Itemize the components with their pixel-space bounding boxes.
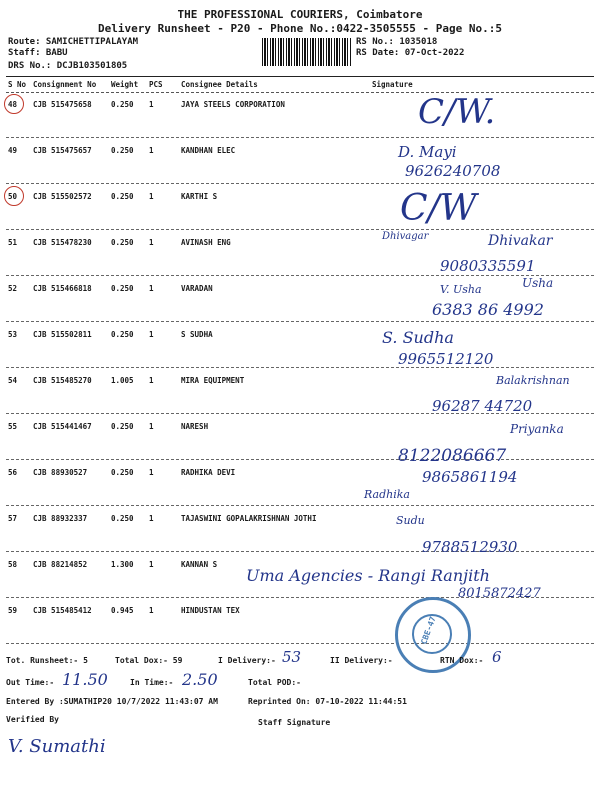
signature-49-name: D. Mayi xyxy=(398,143,457,161)
reprinted-on: Reprinted On: 07-10-2022 11:44:51 xyxy=(248,697,407,706)
row-consignee: RADHIKA DEVI xyxy=(181,468,236,477)
signature-55-phone: 8122086667 xyxy=(398,446,507,466)
row-weight: 0.250 xyxy=(111,330,134,339)
out-time-label: Out Time:- xyxy=(6,678,55,687)
row-weight: 0.250 xyxy=(111,422,134,431)
signature-51-a: Dhivagar xyxy=(382,231,429,242)
row-pcs: 1 xyxy=(149,330,154,339)
row-pcs: 1 xyxy=(149,238,154,247)
col-pcs: PCS xyxy=(149,80,163,89)
row-consignee: NARESH xyxy=(181,422,209,431)
row-consignee: KARTHI S xyxy=(181,192,218,201)
col-consignment: Consignment No xyxy=(33,80,97,89)
col-signature: Signature xyxy=(372,80,413,89)
row-sno: 51 xyxy=(8,238,18,247)
row-sno: 50 xyxy=(8,192,18,201)
company-title: THE PROFESSIONAL COURIERS, Coimbatore xyxy=(177,8,423,21)
verifier-signature: V. Sumathi xyxy=(8,736,106,757)
row-consignment: CJB 515475658 xyxy=(33,100,92,109)
row-pcs: 1 xyxy=(149,192,154,201)
barcode xyxy=(262,38,352,66)
ii-delivery-label: II Delivery:- xyxy=(330,656,393,665)
row-consignee: MIRA EQUIPMENT xyxy=(181,376,245,385)
rtn-dox-value: 6 xyxy=(492,648,502,666)
total-pod-label: Total POD:- xyxy=(248,678,301,687)
row-pcs: 1 xyxy=(149,606,154,615)
row-weight: 0.945 xyxy=(111,606,134,615)
signature-58-phone: 8015872427 xyxy=(458,586,541,601)
row-sno: 55 xyxy=(8,422,18,431)
col-consignee: Consignee Details xyxy=(181,80,258,89)
in-time-label: In Time:- xyxy=(130,678,174,687)
row-weight: 0.250 xyxy=(111,238,134,247)
signature-55-name: Priyanka xyxy=(510,422,564,436)
row-consignment: CJB 515485270 xyxy=(33,376,92,385)
total-dox: Total Dox:- 59 xyxy=(115,656,183,665)
row-consignment: CJB 515441467 xyxy=(33,422,92,431)
row-consignee: KANNAN S xyxy=(181,560,218,569)
col-weight: Weight xyxy=(111,80,139,89)
route-label: Route: SAMICHETTIPALAYAM xyxy=(8,37,139,47)
verified-by-label: Verified By xyxy=(6,715,59,724)
row-consignment: CJB 88932337 xyxy=(33,514,88,523)
row-consignment: CJB 515502811 xyxy=(33,330,92,339)
signature-52-a: V. Usha xyxy=(440,283,482,296)
row-weight: 0.250 xyxy=(111,192,134,201)
signature-54-name: Balakrishnan xyxy=(496,374,570,387)
runsheet-title: Delivery Runsheet - P20 - Phone No.:0422-3505555 - Page No.:5 xyxy=(98,22,502,35)
row-sno: 56 xyxy=(8,468,18,477)
row-sno: 52 xyxy=(8,284,18,293)
row-pcs: 1 xyxy=(149,422,154,431)
row-consignment: CJB 515485412 xyxy=(33,606,92,615)
stamp-text: CBE-47 xyxy=(419,615,438,646)
row-consignment: CJB 515475657 xyxy=(33,146,92,155)
row-pcs: 1 xyxy=(149,146,154,155)
signature-54-phone: 96287 44720 xyxy=(432,397,533,415)
row-pcs: 1 xyxy=(149,376,154,385)
row-pcs: 1 xyxy=(149,514,154,523)
row-consignee: KANDHAN ELEC xyxy=(181,146,236,155)
row-consignment: CJB 88214852 xyxy=(33,560,88,569)
row-consignee: HINDUSTAN TEX xyxy=(181,606,240,615)
rs-date-label: RS Date: 07-Oct-2022 xyxy=(356,48,465,58)
row-weight: 0.250 xyxy=(111,100,134,109)
table-row xyxy=(6,598,594,644)
header-divider xyxy=(6,76,594,77)
row-consignee: TAJASWINI GOPALAKRISHNAN JOTHI xyxy=(181,514,317,523)
signature-52-b: Usha xyxy=(522,276,554,290)
row-sno: 58 xyxy=(8,560,18,569)
row-weight: 1.300 xyxy=(111,560,134,569)
signature-57-phone: 9788512930 xyxy=(422,538,518,556)
row-consignee: AVINASH ENG xyxy=(181,238,231,247)
row-pcs: 1 xyxy=(149,284,154,293)
table-row xyxy=(6,138,594,184)
drs-label: DRS No.: DCJB103501805 xyxy=(8,61,128,71)
staff-label: Staff: BABU xyxy=(8,48,68,58)
rtn-dox-label: RTN Dox:- xyxy=(440,656,484,665)
col-sno: S No xyxy=(8,80,27,89)
tot-runsheet: Tot. Runsheet:- 5 xyxy=(6,656,88,665)
in-time-value: 2.50 xyxy=(182,670,218,689)
signature-51-phone: 9080335591 xyxy=(440,257,536,275)
row-weight: 1.005 xyxy=(111,376,134,385)
entered-by: Entered By :SUMATHIP20 10/7/2022 11:43:07 AM xyxy=(6,697,218,706)
row-pcs: 1 xyxy=(149,100,154,109)
signature-56-name: Radhika xyxy=(364,488,410,501)
row-sno: 57 xyxy=(8,514,18,523)
signature-49-phone: 9626240708 xyxy=(405,162,501,180)
row-pcs: 1 xyxy=(149,560,154,569)
signature-58-name: Uma Agencies - Rangi Ranjith xyxy=(246,566,490,585)
signature-51-b: Dhivakar xyxy=(488,233,553,249)
row-divider xyxy=(6,643,594,644)
signature-53-name: S. Sudha xyxy=(382,328,454,347)
signature-50: C/W xyxy=(400,188,477,229)
row-sno: 53 xyxy=(8,330,18,339)
signature-48: C/W. xyxy=(418,92,496,132)
table-row xyxy=(6,92,594,138)
row-consignment: CJB 515466818 xyxy=(33,284,92,293)
row-sno: 54 xyxy=(8,376,18,385)
signature-56-phone: 9865861194 xyxy=(422,468,518,486)
row-weight: 0.250 xyxy=(111,514,134,523)
row-consignee: VARADAN xyxy=(181,284,213,293)
row-consignment: CJB 88930527 xyxy=(33,468,88,477)
signature-57-name: Sudu xyxy=(396,514,425,527)
i-delivery-label: I Delivery:- xyxy=(218,656,276,665)
row-consignment: CJB 515502572 xyxy=(33,192,92,201)
row-consignee: JAYA STEELS CORPORATION xyxy=(181,100,285,109)
signature-52-phone: 6383 86 4992 xyxy=(432,300,544,319)
row-weight: 0.250 xyxy=(111,284,134,293)
rs-no-label: RS No.: 1035018 xyxy=(356,37,438,47)
table-row xyxy=(6,184,594,230)
row-consignee: S SUDHA xyxy=(181,330,213,339)
row-weight: 0.250 xyxy=(111,468,134,477)
staff-signature-label: Staff Signature xyxy=(258,718,331,727)
signature-53-phone: 9965512120 xyxy=(398,350,494,368)
row-sno: 49 xyxy=(8,146,18,155)
row-weight: 0.250 xyxy=(111,146,134,155)
out-time-value: 11.50 xyxy=(62,670,108,689)
row-sno: 59 xyxy=(8,606,18,615)
table-row xyxy=(6,322,594,368)
i-delivery-value: 53 xyxy=(282,648,302,666)
row-consignment: CJB 515478230 xyxy=(33,238,92,247)
row-sno: 48 xyxy=(8,100,18,109)
row-pcs: 1 xyxy=(149,468,154,477)
